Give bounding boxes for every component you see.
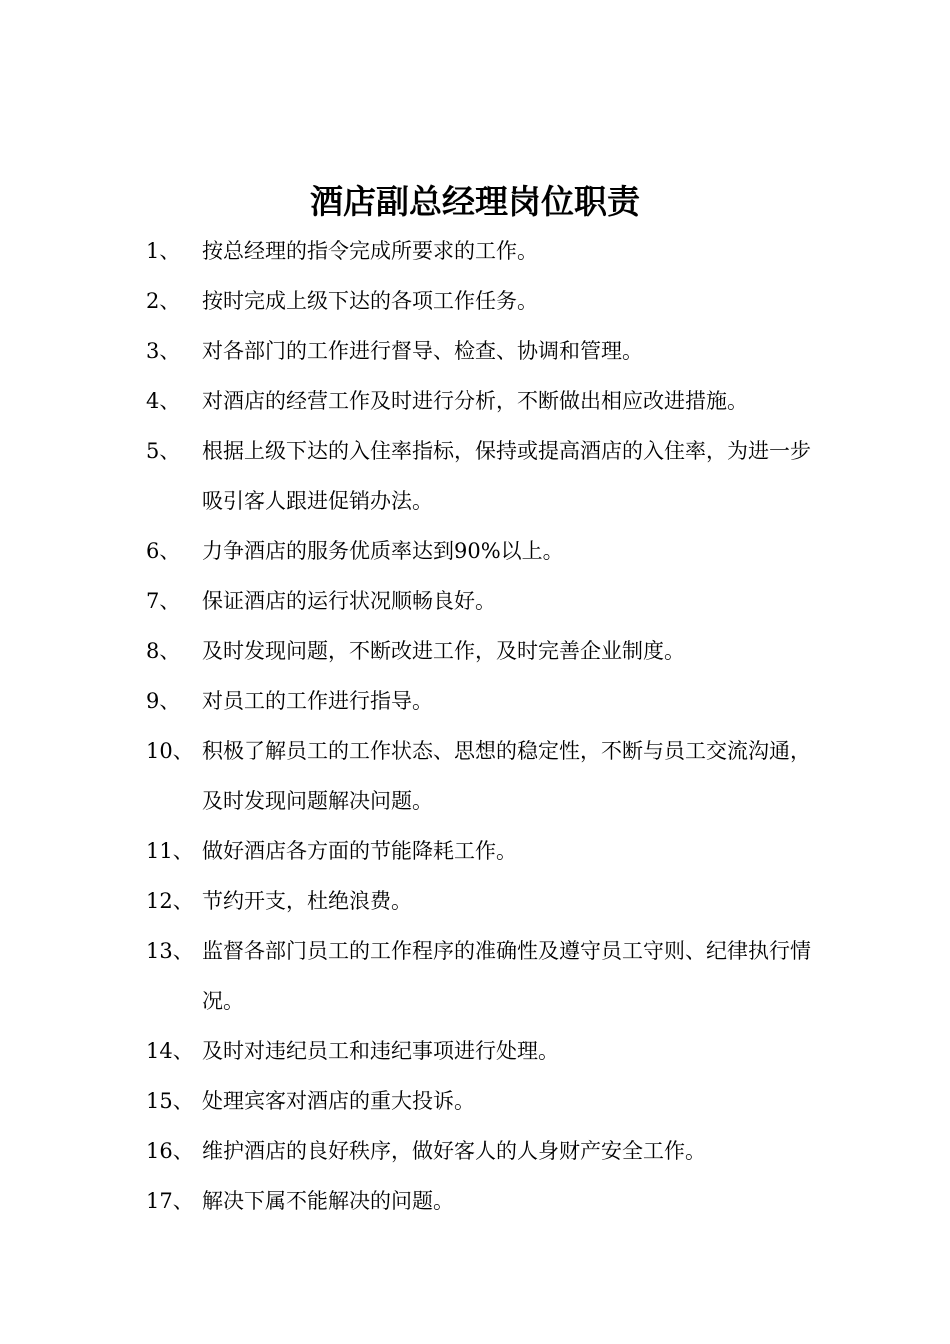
item-text: 对员工的工作进行指导。	[202, 689, 433, 713]
item-number: 3、	[146, 339, 181, 363]
list-item	[0, 1176, 950, 1226]
item-text: 及时发现问题，不断改进工作，及时完善企业制度。	[202, 639, 685, 663]
item-number: 2、	[146, 289, 181, 313]
item-number: 13、	[146, 939, 194, 963]
item-number: 11、	[146, 839, 194, 863]
item-text: 按总经理的指令完成所要求的工作。	[202, 239, 538, 263]
item-text: 对各部门的工作进行督导、检查、协调和管理。	[202, 339, 643, 363]
item-number: 16、	[146, 1139, 194, 1163]
list-item	[0, 326, 950, 376]
item-text: 对酒店的经营工作及时进行分析，不断做出相应改进措施。	[202, 389, 748, 413]
item-text: 根据上级下达的入住率指标，保持或提高酒店的入住率，为进一步吸引客人跟进促销办法。	[202, 439, 811, 513]
duties-list	[0, 226, 950, 1226]
list-item	[0, 876, 950, 926]
list-item	[0, 676, 950, 726]
item-text: 按时完成上级下达的各项工作任务。	[202, 289, 538, 313]
item-text: 做好酒店各方面的节能降耗工作。	[202, 839, 517, 863]
document-title: 酒店副总经理岗位职责	[310, 182, 640, 221]
item-text: 处理宾客对酒店的重大投诉。	[202, 1089, 475, 1113]
list-item	[0, 726, 950, 826]
list-item	[0, 426, 950, 526]
list-item	[0, 376, 950, 426]
item-text: 保证酒店的运行状况顺畅良好。	[202, 589, 496, 613]
item-text: 力争酒店的服务优质率达到90%以上。	[202, 539, 564, 563]
list-item	[0, 526, 950, 576]
list-item	[0, 1026, 950, 1076]
item-number: 8、	[146, 639, 181, 663]
item-number: 1、	[146, 239, 181, 263]
list-item	[0, 826, 950, 876]
item-text: 监督各部门员工的工作程序的准确性及遵守员工守则、纪律执行情况。	[202, 939, 811, 1013]
item-number: 14、	[146, 1039, 194, 1063]
list-item	[0, 626, 950, 676]
item-text: 维护酒店的良好秩序，做好客人的人身财产安全工作。	[202, 1139, 706, 1163]
list-item	[0, 576, 950, 626]
item-number: 15、	[146, 1089, 194, 1113]
list-item	[0, 926, 950, 1026]
item-number: 6、	[146, 539, 181, 563]
item-text: 积极了解员工的工作状态、思想的稳定性，不断与员工交流沟通，及时发现问题解决问题。	[202, 739, 811, 813]
list-item	[0, 1076, 950, 1126]
list-item	[0, 1126, 950, 1176]
item-number: 17、	[146, 1189, 194, 1213]
item-number: 12、	[146, 889, 194, 913]
item-text: 节约开支，杜绝浪费。	[202, 889, 412, 913]
item-number: 10、	[146, 739, 194, 763]
item-text: 及时对违纪员工和违纪事项进行处理。	[202, 1039, 559, 1063]
item-text: 解决下属不能解决的问题。	[202, 1189, 454, 1213]
item-number: 9、	[146, 689, 181, 713]
list-item	[0, 276, 950, 326]
list-item	[0, 226, 950, 276]
item-number: 4、	[146, 389, 181, 413]
item-number: 5、	[146, 439, 181, 463]
item-number: 7、	[146, 589, 181, 613]
